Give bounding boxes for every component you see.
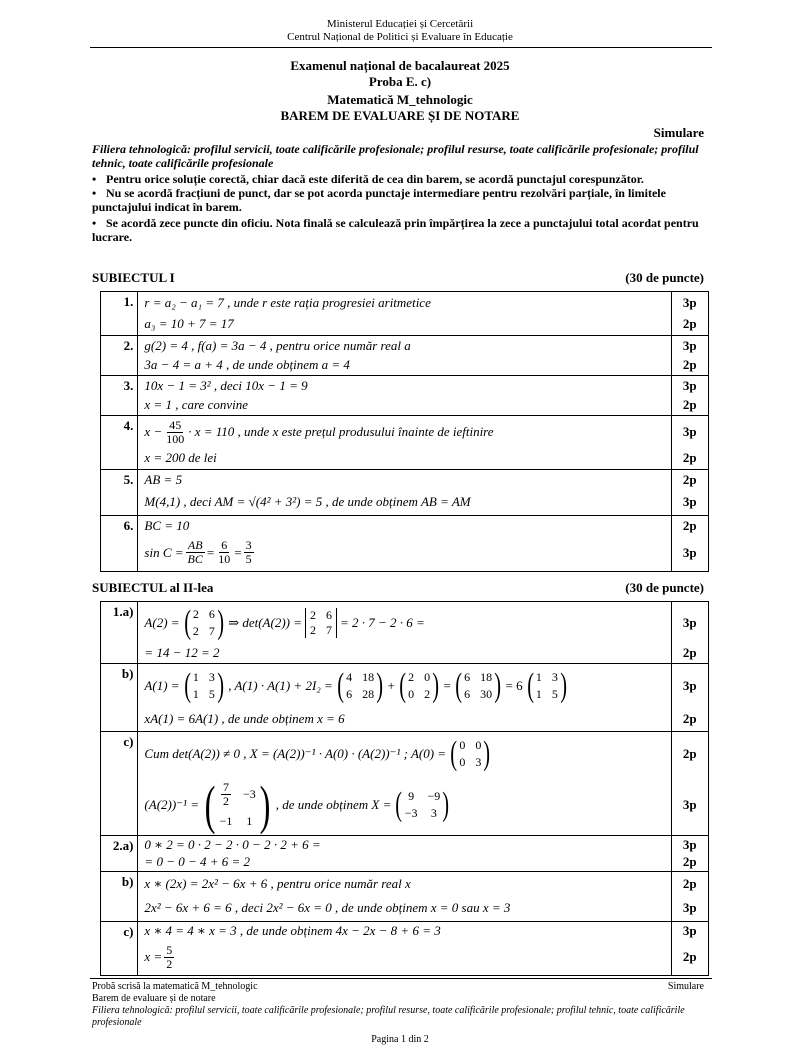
item-solution	[138, 872, 671, 922]
section-2-table	[100, 601, 709, 976]
solution-line: g(2) = 4 , f(a) = 3a − 4 , pentru orice număr real a	[144, 337, 411, 353]
points-value: 3p	[682, 544, 697, 560]
solution-line: 3a − 4 = a + 4 , de unde obținem a = 4	[144, 356, 350, 372]
section-1-header	[92, 270, 704, 286]
points-value: 2p	[682, 711, 697, 726]
points-value: 3p	[682, 797, 697, 812]
footer-line: Barem de evaluare și de notare	[92, 993, 216, 1004]
footer-line: Probă scrisă la matematică M_tehnologic	[92, 981, 258, 992]
solution-text: x −	[144, 424, 163, 439]
scalar-factor: = 6	[505, 678, 523, 693]
item-number: 2.	[101, 336, 138, 376]
solution-text: , A(1) · A(1) + 2I₂ =	[228, 678, 333, 693]
fraction-denominator: 2	[166, 956, 173, 971]
subject-title: Matematică M_tehnologic	[327, 92, 473, 107]
header-rule	[90, 47, 712, 48]
points-value: 2p	[682, 645, 697, 660]
table-row	[101, 602, 709, 664]
solution-line: BC = 10	[144, 517, 190, 533]
solution-line: x ∗ (2x) = 2x² − 6x + 6 , pentru orice număr real x	[144, 876, 411, 891]
item-solution	[138, 922, 671, 976]
item-number: c)	[101, 922, 138, 976]
item-points	[671, 416, 708, 470]
solution-line: AB = 5	[144, 471, 183, 487]
points-value: 2p	[682, 517, 697, 533]
item-points	[671, 922, 708, 976]
footer-simulare: Simulare	[667, 981, 704, 992]
section-1-points: (30 de puncte)	[625, 270, 704, 285]
fraction	[244, 539, 254, 566]
points-value: 3p	[682, 377, 697, 393]
item-number: 1.a)	[101, 602, 138, 664]
solution-line: x ∗ 4 = 4 ∗ x = 3 , de unde obținem 4x − 2x − 8 + 6 = 3	[144, 923, 441, 938]
solution-text: = 2 · 7 − 2 · 6 =	[340, 615, 425, 630]
item-number: 3.	[101, 376, 138, 416]
item-number: 4.	[101, 416, 138, 470]
fraction-numerator: 5	[166, 942, 173, 957]
table-row	[101, 836, 709, 872]
solution-text: Cum det(A(2)) ≠ 0 , X = (A(2))⁻¹ · A(0) · (A(2))⁻¹ ; A(0) =	[144, 746, 447, 761]
item-solution	[138, 376, 671, 416]
points-value: 2p	[682, 450, 697, 465]
proba-title: Proba E. c)	[368, 74, 432, 89]
section-1-title: SUBIECTUL I	[92, 270, 175, 285]
fraction	[186, 539, 205, 566]
inverse-matrix: ( $\frac{7}{2}$ −3 −1 1 )	[204, 775, 271, 835]
matrix: ( 1 3 1 5 )	[183, 667, 224, 704]
item-solution	[138, 732, 671, 836]
solution-line: 2x² − 6x + 6 = 6 , deci 2x² − 6x = 0 , de unde obținem x = 0 sau x = 3	[144, 900, 511, 915]
footer-rule	[90, 978, 712, 979]
section-2-title: SUBIECTUL al II-lea	[92, 580, 214, 595]
bullet-2: • Nu se acordă fracțiuni de punct, dar se pot acorda punctaje intermediare pentru rezolvări parțiale, în limitele punctajului indicat în barem.	[92, 186, 666, 214]
solution-line: 0 ∗ 2 = 0 · 2 − 2 · 0 − 2 · 2 + 6 =	[144, 836, 321, 852]
item-number: 5.	[101, 470, 138, 516]
item-points	[671, 732, 708, 836]
solution-line: = 14 − 12 = 2	[144, 645, 220, 660]
solution-line: a₃ = 10 + 7 = 17	[144, 315, 234, 331]
solution-text: A(2) =	[144, 615, 180, 630]
page-number: Pagina 1 din 2	[371, 1034, 429, 1045]
points-value: 3p	[682, 836, 697, 852]
item-points	[671, 836, 708, 872]
points-value: 2p	[682, 356, 697, 372]
item-points	[671, 602, 708, 664]
bullet-2-text: Nu se acordă fracțiuni de punct, dar se pot acorda punctaje intermediare pentru rezolvări parțiale, în limitele punctajului indicat în barem.	[92, 186, 666, 214]
bullet-1-text: Pentru orice soluție corectă, chiar dacă este diferită de cea din barem, se acordă punctajul corespunzător.	[106, 172, 644, 186]
table-row	[101, 292, 709, 336]
fraction-numerator: 3	[245, 538, 252, 552]
points-value: 3p	[682, 493, 697, 509]
bullet-3: • Se acordă zece puncte din oficiu. Nota finală se calculează prin împărțirea la zece a punctajului total acordat pentru lucrare.	[92, 216, 699, 244]
item-points	[671, 516, 708, 572]
section-2-header	[92, 580, 704, 596]
fraction-denominator: 10	[218, 552, 231, 566]
section-1-table	[100, 291, 709, 572]
fraction-numerator: 6	[221, 538, 228, 552]
solution-text: ⇒ det(A(2)) =	[228, 615, 303, 630]
fraction	[164, 944, 174, 971]
points-value: 2p	[682, 746, 697, 761]
points-value: 3p	[682, 900, 697, 915]
fraction-denominator: 5	[245, 552, 252, 566]
center-name: Centrul Național de Politici și Evaluare în Educație	[287, 31, 513, 43]
points-value: 3p	[682, 615, 697, 630]
item-solution	[138, 416, 671, 470]
determinant: 2 6 2 7	[305, 608, 337, 638]
section-2-points: (30 de puncte)	[625, 580, 704, 595]
solution-line: x = 1 , care convine	[144, 396, 249, 412]
fraction-numerator: 45	[169, 417, 182, 432]
item-points	[671, 376, 708, 416]
table-row	[101, 336, 709, 376]
points-value: 3p	[682, 294, 697, 310]
solution-line: r = a₂ − a₁ = 7 , unde r este rația progresiei aritmetice	[144, 294, 431, 310]
table-row	[101, 732, 709, 836]
matrix: ( 0 0 0 3 )	[450, 735, 491, 772]
fraction	[164, 419, 186, 446]
solution-line: M(4,1) , deci AM = √(4² + 3²) = 5 , de unde obținem AB = AM	[144, 493, 471, 509]
simulare-label: Simulare	[653, 125, 704, 140]
solution-text: · x = 110 , unde x este prețul produsului înainte de ieftinire	[188, 424, 494, 439]
item-number: 1.	[101, 292, 138, 336]
points-value: 3p	[682, 678, 697, 693]
footer	[92, 981, 704, 1029]
item-solution	[138, 664, 671, 732]
table-row	[101, 922, 709, 976]
solution-line: 10x − 1 = 3² , deci 10x − 1 = 9	[144, 377, 308, 393]
item-number: 2.a)	[101, 836, 138, 872]
equals-sign: =	[443, 678, 451, 693]
item-points	[671, 664, 708, 732]
matrix: ( 6 18 6 30 )	[455, 667, 502, 704]
table-row	[101, 470, 709, 516]
matrix: ( 2 6 2 7 )	[183, 604, 224, 641]
item-solution	[138, 292, 671, 336]
points-value: 2p	[682, 949, 697, 964]
item-number: b)	[101, 872, 138, 922]
filiera-text: Filiera tehnologică: profilul servicii, toate calificările profesionale; profilul resurse, toate calificările profesionale; profilul tehnic, toate calificările profesionale	[92, 142, 699, 170]
points-value: 2p	[682, 396, 697, 412]
ministry-name: Ministerul Educației și Cercetării	[326, 18, 474, 30]
plus-sign: +	[387, 678, 395, 693]
matrix: ( 1 3 1 5 )	[526, 667, 567, 704]
fraction-numerator: AB	[187, 538, 203, 552]
item-solution	[138, 470, 671, 516]
matrix: ( 2 0 0 2 )	[399, 667, 440, 704]
points-value: 2p	[682, 853, 697, 869]
footer-line: Filiera tehnologică: profilul servicii, toate calificările profesionale; profilul resurse, toate calificările profesionale; profilul tehnic, toate calificările profesionale	[92, 1005, 685, 1028]
solution-text: (A(2))⁻¹ =	[144, 797, 199, 812]
solution-line: x = 200 de lei	[144, 450, 217, 465]
fraction-denominator: 100	[166, 431, 185, 446]
points-value: 2p	[682, 315, 697, 331]
exam-title: Examenul național de bacalaureat 2025	[290, 58, 510, 73]
points-value: 3p	[682, 424, 697, 439]
bullet-1: • Pentru orice soluție corectă, chiar dacă este diferită de cea din barem, se acordă punctajul corespunzător.	[92, 172, 644, 186]
item-number: b)	[101, 664, 138, 732]
points-value: 3p	[682, 923, 697, 938]
solution-text: x =	[144, 949, 163, 964]
points-value: 2p	[682, 876, 697, 891]
item-number: c)	[101, 732, 138, 836]
item-number: 6.	[101, 516, 138, 572]
solution-text: , de unde obținem X =	[275, 797, 392, 812]
matrix: ( 9 −9 −3 3 )	[395, 786, 450, 823]
table-row	[101, 516, 709, 572]
item-solution	[138, 336, 671, 376]
solution-line: = 0 − 0 − 4 + 6 = 2	[144, 853, 251, 869]
table-row	[101, 872, 709, 922]
matrix: ( 4 18 6 28 )	[337, 667, 384, 704]
fraction	[216, 539, 232, 566]
points-value: 2p	[682, 471, 697, 487]
item-points	[671, 336, 708, 376]
item-solution	[138, 602, 671, 664]
points-value: 3p	[682, 337, 697, 353]
fraction-denominator: BC	[187, 552, 203, 566]
solution-line: xA(1) = 6A(1) , de unde obținem x = 6	[144, 711, 345, 726]
item-solution	[138, 836, 671, 872]
item-solution: BC = 10 sin C = $\frac{AB}{BC}$ = $\frac{6}{10}$ = $\frac{3}{5}$	[138, 516, 671, 572]
barem-title: BAREM DE EVALUARE ȘI DE NOTARE	[280, 108, 520, 123]
item-points	[671, 872, 708, 922]
table-row	[101, 376, 709, 416]
table-row	[101, 416, 709, 470]
item-points	[671, 292, 708, 336]
solution-text: sin C =	[144, 544, 184, 560]
table-row	[101, 664, 709, 732]
bullet-3-text: Se acordă zece puncte din oficiu. Nota finală se calculează prin împărțirea la zece a punctajului total acordat pentru lucrare.	[92, 216, 699, 244]
solution-text: A(1) =	[144, 678, 180, 693]
item-points	[671, 470, 708, 516]
